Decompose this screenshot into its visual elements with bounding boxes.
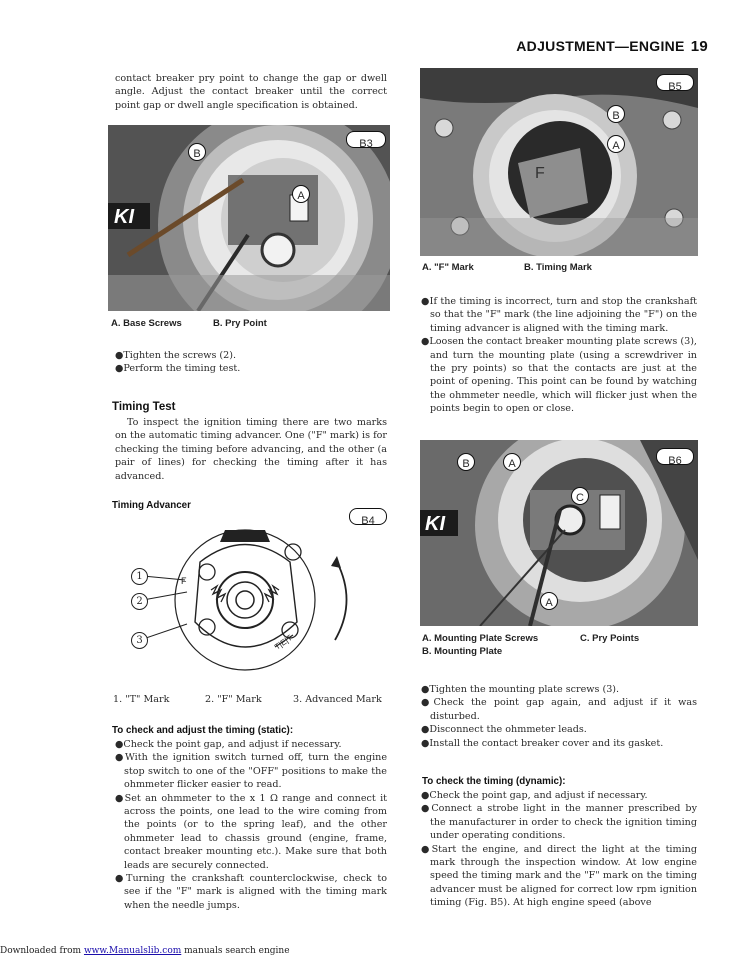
figure-b6-photo xyxy=(420,440,698,626)
figure-b4-tag: B4 xyxy=(349,508,387,525)
header-title: ADJUSTMENT—ENGINE xyxy=(516,38,685,54)
figure-b4-caption: 1. "T" Mark 2. "F" Mark 3. Advanced Mark xyxy=(113,694,382,705)
figure-b6-callout-a-bottom: A xyxy=(540,592,558,610)
figure-b6-callout-b: B xyxy=(457,453,475,471)
svg-text:F: F xyxy=(535,165,545,182)
figure-b3-callout-b: B xyxy=(188,143,206,161)
page-number: 19 xyxy=(690,38,708,55)
svg-text:KI: KI xyxy=(114,206,134,228)
page-header xyxy=(516,38,708,55)
timing-incorrect-bullets: ●If the timing is incorrect, turn and stop the crankshaft so that the "F" mark (the line adjoining the "F") on the timing advancer is aligned with the timing mark. ●Loosen the contact breaker mounting plate screws (3), and turn the mounting plate (using a screwdriver in the pry points) so that the contacts are just at the point of opening. This point can be found by watching the ohmmeter needle, which will flicker just when the points begin to open or close. xyxy=(421,296,697,415)
figure-b4-callout-3: 3 xyxy=(131,632,148,649)
figure-b5-callout-a: A xyxy=(607,135,625,153)
figure-b3-callout-a: A xyxy=(292,185,310,203)
figure-b5-caption: A. "F" Mark B. Timing Mark xyxy=(422,262,592,273)
figure-b5-tag: B5 xyxy=(656,74,694,91)
manualslib-link[interactable]: www.Manualslib.com xyxy=(83,946,182,956)
static-bullets: ●Check the point gap, and adjust if necessary. ●With the ignition switch turned off, turn the engine stop switch to one of the "OFF" positions to make the ohmmeter flicker easier to read. ●Set an ohmmeter to the x 1 Ω range and connect it across the points, one lead to the wire coming from the points (or to the spring leaf), and the other ohmmeter lead to chassis ground (engine, frame, contact breaker mounting etc.). Make sure that both leads are securely connected. ●Turning the crankshaft counterclockwise, check to see if the "F" mark is aligned with the timing mark when the needle jumps. xyxy=(115,739,387,911)
static-heading: To check and adjust the timing (static): xyxy=(112,725,294,736)
bullets-tighten: ●Tighten the screws (2). ●Perform the timing test. xyxy=(115,350,241,375)
intro-paragraph: contact breaker pry point to change the gap or dwell angle. Adjust the contact breaker until the correct point gap or dwell angle specification is obtained. xyxy=(115,73,387,111)
svg-text:F: F xyxy=(181,576,187,586)
figure-b6-callout-a-top: A xyxy=(503,453,521,471)
figure-b6-caption: A. Mounting Plate Screws C. Pry Points B. Mounting Plate xyxy=(422,633,640,657)
figure-b5-callout-b: B xyxy=(607,105,625,123)
svg-text:T|E|T: T|E|T xyxy=(272,633,294,652)
figure-b5-photo xyxy=(420,68,698,256)
timing-test-text: To inspect the ignition timing there are two marks on the automatic timing advancer. One ("F" mark) is for checking the timing before advancing, and the other (a pair of lines) for checking the timing after it has advanced. xyxy=(115,417,387,482)
download-footer xyxy=(0,946,290,956)
figure-b3-tag: B3 xyxy=(346,131,386,148)
footer-prefix: Downloaded from xyxy=(0,946,84,956)
footer-suffix: manuals search engine xyxy=(181,946,290,956)
figure-b6-callout-c: C xyxy=(571,487,589,505)
dynamic-bullets: ●Check the point gap, and adjust if necessary. ●Connect a strobe light in the manner prescribed by the manufacturer in order to check the ignition timing under operating conditions. ●Start the engine, and direct the light at the timing mark through the inspection window. At low engine speed the timing mark and the "F" mark on the timing advancer must be aligned for correct low rpm ignition timing (Fig. B5). At high engine speed (above xyxy=(421,790,697,909)
figure-b4-callout-2: 2 xyxy=(131,593,148,610)
figure-b3-caption: A. Base Screws B. Pry Point xyxy=(111,318,267,329)
figure-b4-diagram xyxy=(125,522,360,682)
figure-b3-photo xyxy=(108,125,390,311)
tighten-bullets: ●Tighten the mounting plate screws (3). ●Check the point gap again, and adjust if it was disturbed. ●Disconnect the ohmmeter leads. ●Install the contact breaker cover and its gasket. xyxy=(421,684,697,749)
figure-b6-tag: B6 xyxy=(656,448,694,465)
svg-text:KI: KI xyxy=(425,513,445,535)
timing-test-heading: Timing Test xyxy=(112,401,176,413)
figure-b4-callout-1: 1 xyxy=(131,568,148,585)
dynamic-heading: To check the timing (dynamic): xyxy=(422,776,566,787)
timing-advancer-heading: Timing Advancer xyxy=(112,500,191,511)
